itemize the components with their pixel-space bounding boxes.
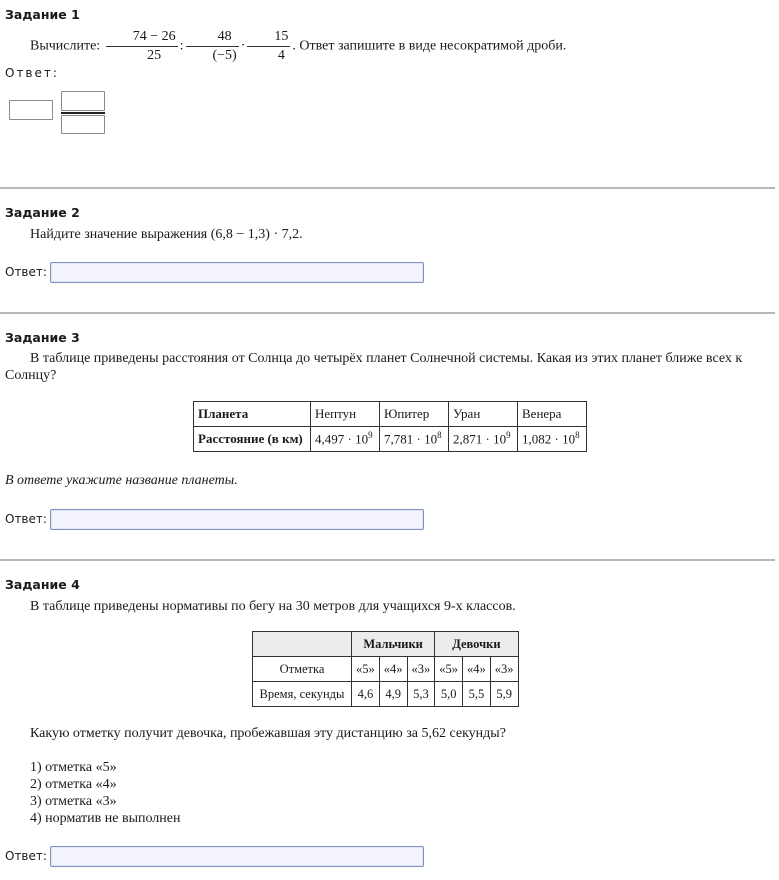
task4-option: 1) отметка «5» — [30, 760, 117, 775]
task4-question: Какую отметку получит девочка, пробежавшая эту дистанцию за 5,62 секунды? — [30, 726, 506, 741]
table-cell: Венера — [518, 402, 587, 427]
task4-text: В таблице приведены нормативы по бегу на 30 метров для учащихся 9-х классов. — [30, 599, 516, 614]
task2-text: Найдите значение выражения (6,8 − 1,3) · 7,2. — [30, 227, 303, 242]
table-row — [253, 632, 519, 657]
separator — [0, 312, 775, 314]
task1-whole-part-input[interactable] — [9, 100, 53, 120]
task1-op-divide: : — [179, 38, 184, 54]
task3-note: В ответе укажите название планеты. — [5, 473, 238, 488]
cell-exponent: 9 — [368, 430, 373, 441]
table-header-cell — [253, 632, 352, 657]
fraction-numerator: 15 — [247, 28, 290, 47]
table-cell: 4,6 — [352, 682, 380, 707]
task4-option: 3) отметка «3» — [30, 794, 117, 809]
table-cell: 4,9 — [379, 682, 407, 707]
table-cell: Уран — [449, 402, 518, 427]
task1-denominator-input[interactable] — [61, 115, 105, 134]
table-cell: Отметка — [253, 657, 352, 682]
table-row — [194, 402, 587, 427]
table-row — [253, 682, 519, 707]
task3-answer-label: Ответ: — [5, 512, 47, 526]
cell-value: 1,082 · 10 — [522, 431, 576, 447]
task1-fraction-3 — [247, 28, 290, 65]
task2-answer-label: Ответ: — [5, 265, 47, 279]
fraction-denominator: 4 — [277, 48, 285, 63]
task1-title: Задание 1 — [5, 7, 80, 22]
cell-value: 4,497 · 10 — [315, 431, 369, 447]
table-cell: 5,9 — [490, 682, 518, 707]
cell-value: 7,781 · 10 — [384, 431, 438, 447]
task1-suffix: . Ответ запишите в виде несократимой дроби. — [292, 38, 567, 54]
running-norms-table — [252, 631, 519, 707]
table-cell: 5,5 — [463, 682, 491, 707]
table-cell — [449, 427, 518, 452]
task4-answer-label: Ответ: — [5, 849, 47, 863]
table-header-cell: Планета — [194, 402, 311, 427]
table-cell — [518, 427, 587, 452]
task1-fraction-1 — [106, 28, 178, 65]
table-row — [253, 657, 519, 682]
task1-text — [5, 28, 775, 65]
fraction-numerator: 48 — [186, 28, 239, 47]
table-cell: «3» — [407, 657, 435, 682]
task4-answer-input[interactable] — [50, 846, 424, 867]
table-cell: 5,0 — [435, 682, 463, 707]
table-cell — [311, 427, 380, 452]
planet-distance-table — [193, 401, 587, 452]
task2-answer-input[interactable] — [50, 262, 424, 283]
task3-text: В таблице приведены расстояния от Солнца до четырёх планет Солнечной системы. Какая из этих планет ближе всех к Солнцу? — [5, 351, 743, 383]
fraction-numerator: 74 − 26 — [106, 28, 178, 47]
task3-answer-input[interactable] — [50, 509, 424, 530]
task4-title: Задание 4 — [5, 577, 80, 592]
table-header-cell: Расстояние (в км) — [194, 427, 311, 452]
separator — [0, 187, 775, 189]
cell-exponent: 8 — [575, 430, 580, 441]
table-cell: Юпитер — [380, 402, 449, 427]
table-cell: «5» — [435, 657, 463, 682]
task3-title: Задание 3 — [5, 330, 80, 345]
fraction-denominator: (−5) — [212, 48, 237, 63]
fraction-denominator: 25 — [147, 48, 162, 63]
table-cell: «3» — [490, 657, 518, 682]
task1-prefix: Вычислите: — [30, 38, 101, 54]
task2-title: Задание 2 — [5, 205, 80, 220]
table-header-cell: Мальчики — [352, 632, 435, 657]
table-cell: «4» — [379, 657, 407, 682]
table-cell: Нептун — [311, 402, 380, 427]
separator — [0, 559, 775, 561]
task1-answer-label: Ответ: — [5, 66, 59, 80]
task1-op-multiply: · — [240, 38, 246, 54]
table-cell: 5,3 — [407, 682, 435, 707]
table-cell: «4» — [463, 657, 491, 682]
task1-numerator-input[interactable] — [61, 91, 105, 111]
table-row — [194, 427, 587, 452]
task1-fraction-2 — [186, 28, 239, 65]
table-header-cell: Девочки — [435, 632, 518, 657]
task4-option: 2) отметка «4» — [30, 777, 117, 792]
cell-exponent: 9 — [506, 430, 511, 441]
table-cell: «5» — [352, 657, 380, 682]
cell-exponent: 8 — [437, 430, 442, 441]
task4-option: 4) норматив не выполнен — [30, 811, 181, 826]
table-cell: Время, секунды — [253, 682, 352, 707]
cell-value: 2,871 · 10 — [453, 431, 507, 447]
task1-fraction-bar — [61, 112, 105, 114]
table-cell — [380, 427, 449, 452]
